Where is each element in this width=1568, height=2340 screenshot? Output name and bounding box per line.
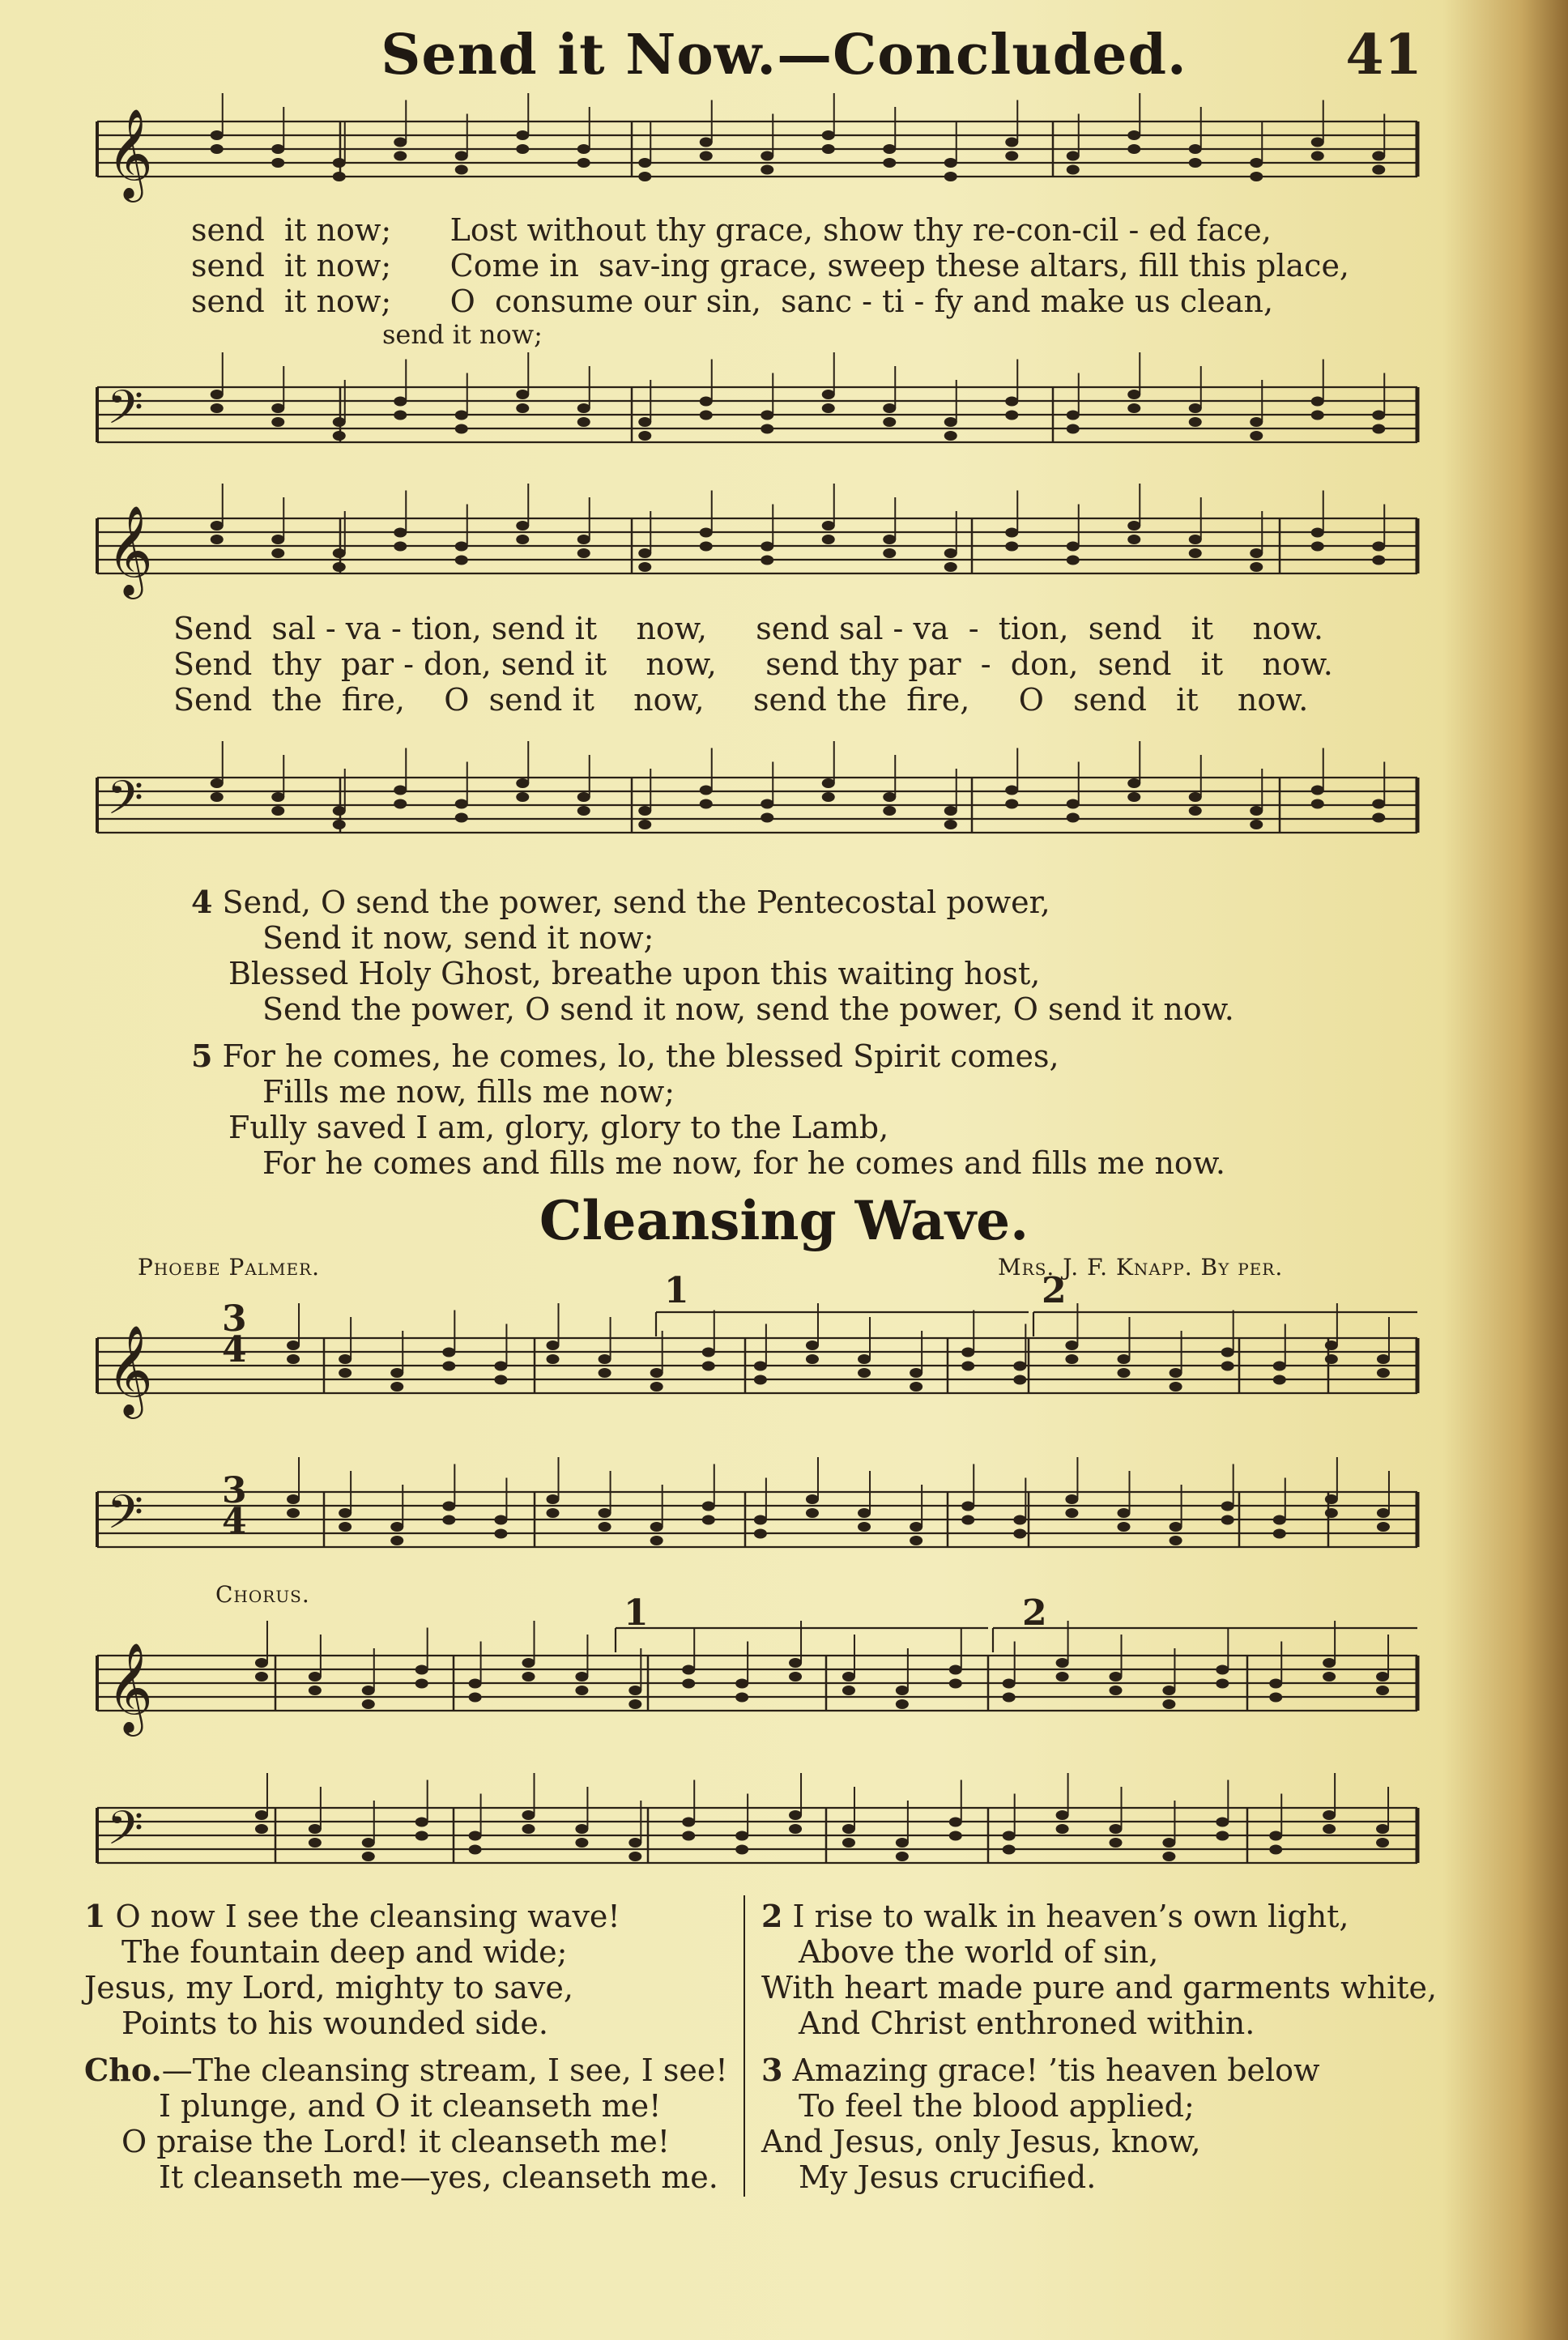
stanza-5: 5 For he comes, he comes, lo, the blessed Spirit comes, Fills me now, fills me now; Fully saved I am, glory, glory to the Lamb, For he comes and fills me now, for he comes and fills me now. [191,1038,1225,1181]
lyric-line-2a: Send sal - va - tion, send it now, send sal - va - tion, send it now. [173,611,1323,646]
chorus-ending-1-label: 1 [624,1592,649,1634]
stanza-2: 2 I rise to walk in heaven’s own light, Above the world of sin, With heart made pure and garments white, And Christ enthroned within. [761,1898,1438,2041]
lyricist: Phoebe Palmer. [138,1254,321,1281]
svg-text:𝄞: 𝄞 [107,1642,153,1733]
ending-1-label: 1 [664,1270,689,1311]
chorus-text: Cho.—The cleansing stream, I see, I see! I plunge, and O it cleanseth me! O praise the Lord! it cleanseth me! It cleanseth me—yes, cleanseth me. [84,2052,728,2195]
svg-text:𝄞: 𝄞 [107,505,153,595]
lyric-line-1b: send it now; Come in sav-ing grace, sweep these altars, fill this place, [191,248,1350,283]
lyric-line-2c: Send the fire, O send it now, send the fire, O send it now. [173,682,1309,718]
bass-cue: send it now; [382,319,543,350]
svg-text:𝄢: 𝄢 [107,1801,144,1867]
stanza-4: 4 Send, O send the power, send the Pentecostal power, Send it now, send it now; Blessed Holy Ghost, breathe upon this waiting host, Send the power, O send it now, send the power, O send it now. [191,884,1234,1027]
hymn-title: Cleansing Wave. [539,1189,1029,1252]
svg-text:𝄞: 𝄞 [107,1324,153,1415]
svg-text:𝄢: 𝄢 [107,380,144,446]
time-signature-treble: 3 4 [222,1298,247,1370]
stanza-1: 1 O now I see the cleansing wave! The fountain deep and wide; Jesus, my Lord, mighty to save, Points to his wounded side. [84,1898,620,2041]
chorus-ending-2-label: 2 [1022,1592,1047,1634]
column-divider [744,1895,745,2197]
page-number: 41 [1345,23,1422,87]
svg-text:𝄢: 𝄢 [107,770,144,837]
lyric-line-1c: send it now; O consume our sin, sanc - ti - fy and make us clean, [191,283,1274,319]
stanza-3: 3 Amazing grace! ’tis heaven below To feel the blood applied; And Jesus, only Jesus, know, My Jesus crucified. [761,2052,1320,2195]
composer: Mrs. J. F. Knapp. By per. [998,1254,1284,1281]
svg-text:𝄞: 𝄞 [107,108,153,198]
svg-text:𝄢: 𝄢 [107,1485,144,1551]
lyric-line-1a: send it now; Lost without thy grace, show thy re-con-cil - ed face, [191,212,1272,248]
chorus-label: Chorus. [215,1581,310,1608]
page-title: Send it Now.—Concluded. [381,23,1187,87]
time-signature-bass: 3 4 [222,1470,247,1542]
lyric-line-2b: Send thy par - don, send it now, send thy par - don, send it now. [173,646,1333,682]
ending-2-label: 2 [1042,1270,1067,1311]
